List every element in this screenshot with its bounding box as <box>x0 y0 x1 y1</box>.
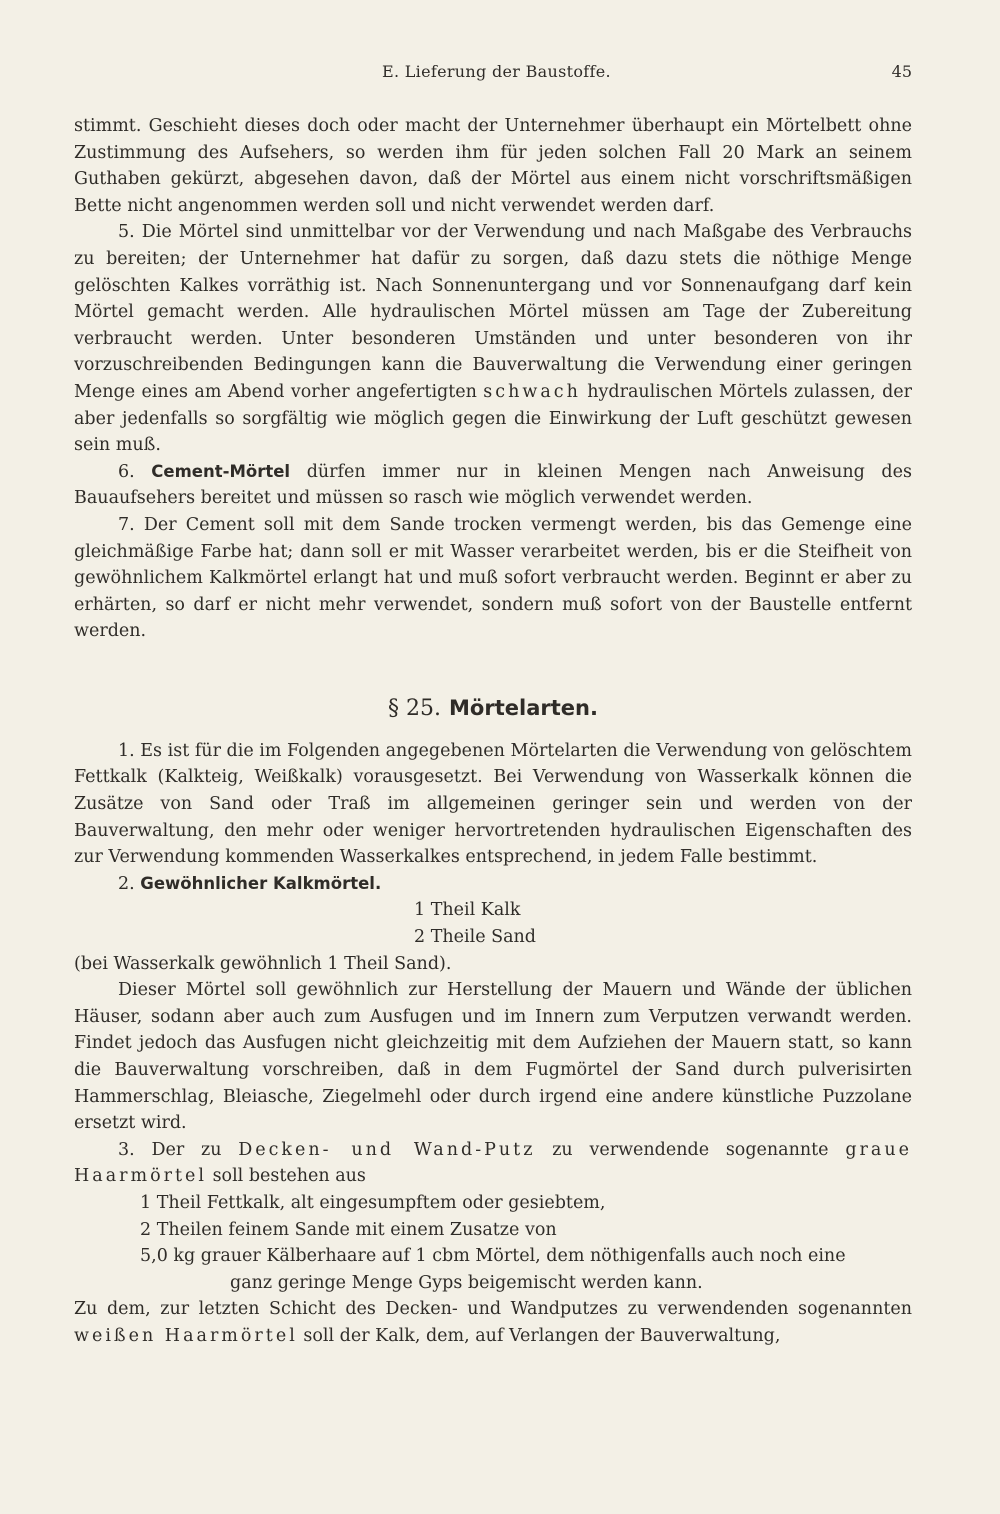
final-paragraph: Zu dem, zur letzten Schicht des Decken- und Wandputzes zu verwendenden sogenannten weißen Haarmörtel soll der Kalk, dem, auf Verlangen der Bauverwaltung, <box>74 1299 912 1346</box>
bold-term: Cement-Mörtel <box>151 461 291 481</box>
ingredient-list <box>74 1190 912 1296</box>
running-head-title: E. Lieferung der Baustoffe. <box>382 62 611 81</box>
recipe-note: (bei Wasserkalk gewöhnlich 1 Theil Sand). <box>74 953 452 974</box>
list-item-continuation: ganz geringe Menge Gyps beigemischt werden kann. <box>230 1272 703 1293</box>
spaced-words: graue Haarmörtel <box>74 1139 912 1187</box>
section-paragraph-3: 3. Der zu Decken- und Wand-Putz zu verwendende sogenannte graue Haarmörtel soll bestehen aus <box>74 1139 912 1187</box>
page-body <box>74 113 912 1350</box>
paragraph-6: 6. Cement-Mörtel dürfen immer nur in kleinen Mengen nach Anweisung des Bauaufsehers bereitet und müssen so rasch wie möglich verwendet werden. <box>74 461 912 509</box>
list-item: 2 Theilen feinem Sande mit einem Zusatze von <box>140 1219 557 1240</box>
running-head <box>74 62 912 86</box>
paragraph-5: 5. Die Mörtel sind unmittelbar vor der Verwendung und nach Maßgabe des Verbrauchs zu bereiten; der Unternehmer hat dafür zu sorgen, daß dazu stets die nöthige Menge gelöschten Kalkes vorräthig ist. Nach Sonnenuntergang und vor Sonnenaufgang darf kein Mörtel gemacht werden. Alle hydraulischen Mörtel müssen am Tage der Zubereitung verbraucht werden. Unter besonderen Umständen und unter besonderen von ihr vorzuschreibenden Bedingungen kann die Bauverwaltung die Verwendung einer geringen Menge eines am Abend vorher angefertigten schwach hydraulischen Mörtels zulassen, der aber jedenfalls so sorgfältig wie möglich gegen die Einwirkung der Luft geschützt gewesen sein muß. <box>74 222 912 456</box>
section-title: Mörtelarten. <box>449 695 598 720</box>
list-item: 1 Theil Fettkalk, alt eingesumpftem oder gesiebtem, <box>140 1192 606 1213</box>
section-number: § 25. <box>388 695 442 721</box>
page-number: 45 <box>891 62 912 81</box>
section-paragraph-1: 1. Es ist für die im Folgenden angegebenen Mörtelarten die Verwendung von gelöschtem Fettkalk (Kalkteig, Weißkalk) vorausgesetzt. Bei Verwendung von Wasserkalk können die Zusätze von Sand oder Traß im allgemeinen geringer sein und werden von der Bauverwaltung, den mehr oder weniger hervortretenden hydraulischen Eigenschaften des zur Verwendung kommenden Wasserkalkes entsprechend, in jedem Falle bestimmt. <box>74 740 912 868</box>
spaced-word: schwach <box>483 381 581 402</box>
list-item: 5,0 kg grauer Kälberhaare auf 1 cbm Mörtel, dem nöthigenfalls auch noch eine <box>140 1246 846 1267</box>
bold-term: Gewöhnlicher Kalkmörtel. <box>140 873 382 893</box>
spaced-words: weißen Haarmörtel <box>74 1325 298 1346</box>
section-paragraph-2-desc: Dieser Mörtel soll gewöhnlich zur Herstellung der Mauern und Wände der üblichen Häuser, sodann aber auch zum Ausfugen und im Innern zum Verputzen verwandt werden. Findet jedoch das Ausfugen nicht gleichzeitig mit dem Aufziehen der Mauern statt, so kann die Bauverwaltung vorschreiben, daß in dem Fugmörtel der Sand durch pulverisirten Hammerschlag, Bleiasche, Ziegelmehl oder durch irgend eine andere künstliche Puzzolane ersetzt wird. <box>74 980 912 1134</box>
spaced-words: Decken- und Wand-Putz <box>238 1139 536 1160</box>
recipe-line: 1 Theil Kalk <box>414 900 521 921</box>
section-heading <box>74 693 912 724</box>
section-paragraph-2-heading: 2. Gewöhnlicher Kalkmörtel. <box>118 873 382 894</box>
paragraph-continuation: stimmt. Geschieht dieses doch oder macht der Unternehmer überhaupt ein Mörtelbett ohne Zustimmung des Aufsehers, so werden ihm für jeden solchen Fall 20 Mark an seinem Guthaben gekürzt, abgesehen davon, daß der Mörtel aus einem nicht vorschriftsmäßigen Bette nicht angenommen werden soll und nicht verwendet werden darf. <box>74 116 912 216</box>
recipe-line: 2 Theile Sand <box>414 927 537 948</box>
paragraph-7: 7. Der Cement soll mit dem Sande trocken vermengt werden, bis das Gemenge eine gleichmäßige Farbe hat; dann soll er mit Wasser verarbeitet werden, bis er die Steifheit von gewöhnlichem Kalkmörtel erlangt hat und muß sofort verbraucht werden. Beginnt er aber zu erhärten, so darf er nicht mehr verwendet, sondern muß sofort von der Baustelle entfernt werden. <box>74 514 912 642</box>
